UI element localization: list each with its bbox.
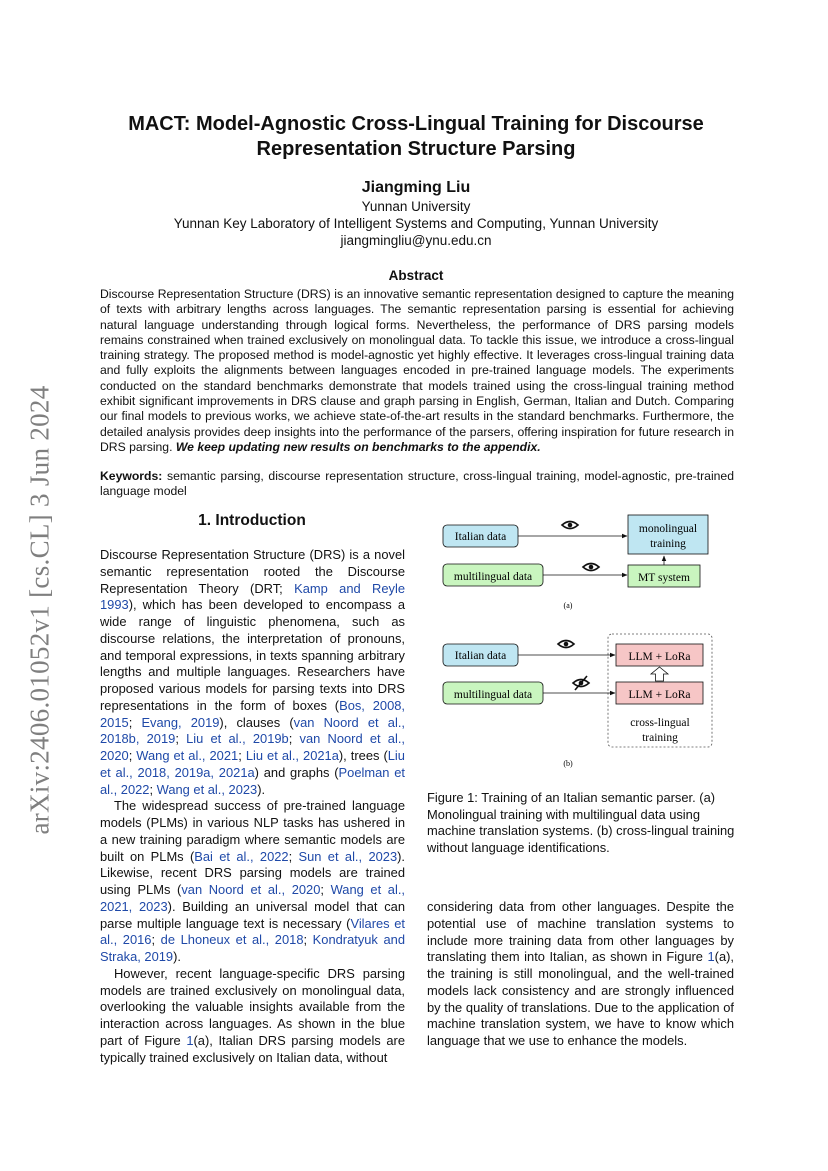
fig-b-multilingual-label: multilingual data (453, 689, 533, 701)
fig-b-italian-label: Italian data (454, 650, 507, 662)
citation-link[interactable]: 1 (707, 949, 715, 965)
abstract-text: Discourse Representation Structure (DRS) is an innovative semantic representation designed to capture the meaning of texts with arbitrary lengths across languages. The semantic representation parsing is essential for achieving natural language understanding through logical forms. Nevertheless, the performance of DRS parsing models remains constrained when trained exclusively on monolingual data. To tackle this issue, we introduce a cross-lingual training strategy. The proposed method is model-agnostic yet highly effective. It leverages cross-lingual training data and fully exploits the alignments between languages encoded in pre-trained language models. The experiments conducted on the standard benchmarks demonstrate that models trained using the cross-lingual training method exhibit significant improvements in DRS clause and graph parsing in English, German, Italian and Dutch. Comparing our final models to previous works, we achieve state-of-the-art results in the standard benchmarks. Furthermore, the detailed analysis provides deep insights into the performance of the parsers, offering inspiration for future research in DRS parsing. (100, 287, 734, 454)
body-text: (a), Italian DRS parsing models are typically trained exclusively on Italian data, without (100, 1032, 405, 1065)
figure-1 (420, 505, 730, 780)
body-text: ; (288, 731, 300, 747)
citation-link[interactable]: 1 (186, 1032, 194, 1048)
fig-a-monolingual-line2: training (650, 538, 686, 550)
fig-a-monolingual-line1: monolingual (638, 523, 698, 535)
keywords-label: Keywords: (100, 469, 163, 483)
body-text: ; (128, 748, 137, 763)
author-block (100, 178, 732, 249)
left-column (100, 547, 405, 1066)
fig-b-sublabel: (b) (563, 759, 573, 768)
fig-a-sublabel: (a) (563, 601, 573, 610)
body-text: ; (128, 714, 142, 730)
body-text: (a), the training is still monolingual, and the well-trained models lack consistency and are strongly influenced by the quality of translations. Due to the application of machine translation system, we have to know which language that we use to enhance the models. (427, 949, 734, 1048)
citation-link[interactable]: Liu et al., 2021a (245, 748, 339, 763)
eye-icon (558, 641, 574, 648)
up-arrow-icon (651, 667, 668, 681)
affiliation-1: Yunnan University (361, 199, 471, 214)
keywords-text: semantic parsing, discourse representation structure, cross-lingual training, model-agnostic, pre-trained language model (100, 469, 734, 499)
body-text: However, recent language-specific DRS parsing models are trained exclusively on monolingual data, overlooking the valuable insights available from the interaction across languages. As shown in the blue part of Figure (100, 965, 405, 1048)
body-text: ; (320, 882, 331, 897)
citation-link[interactable]: Bos, 2008, 2015 (100, 697, 405, 730)
fig-a-multilingual-label: multilingual data (453, 571, 533, 583)
right-column (427, 899, 734, 1050)
body-text: ; (151, 932, 161, 948)
eye-icon (562, 522, 578, 529)
intro-paragraph-1 (100, 547, 405, 798)
citation-link[interactable]: van Noord et al., 2020 (100, 731, 405, 763)
fig-a-italian-label: Italian data (454, 531, 507, 543)
body-text: ). Likewise, recent DRS parsing models are trained using PLMs ( (100, 848, 405, 897)
intro-paragraph-4 (427, 899, 734, 1050)
citation-link[interactable]: van Noord et al., 2018b, 2019 (100, 714, 405, 747)
citation-link[interactable]: Liu et al., 2019b (186, 731, 289, 747)
citation-link[interactable]: van Noord et al., 2020 (181, 882, 321, 897)
body-text: ; (288, 848, 299, 864)
arxiv-identifier-text: arXiv:2406.01052v1 [cs.CL] 3 Jun 2024 (24, 385, 55, 835)
body-text: ; (238, 748, 246, 763)
fig-a-mt-label: MT system (638, 572, 690, 584)
fig-b-cross-lingual-line2: training (642, 732, 678, 744)
body-text: Discourse Representation Structure (DRS) is a novel semantic representation rooted the Discourse Representation Theory (DRT; (100, 547, 405, 596)
eye-slash-icon (573, 676, 589, 690)
body-text: considering data from other languages. Despite the potential use of machine translation systems to include more training data from other languages by translating them into Italian, as shown in Figure (427, 899, 734, 965)
body-text: ). (173, 949, 181, 964)
arxiv-identifier (20, 375, 60, 845)
fig-b-llm-label-bottom: LLM + LoRa (628, 689, 691, 701)
section-heading: 1. Introduction (198, 512, 306, 529)
citation-link[interactable]: de Lhoneux et al., 2018 (160, 932, 304, 948)
citation-link[interactable]: Wang et al., 2023 (156, 781, 258, 797)
body-text: ). (257, 781, 266, 797)
abstract-emphasis: We keep updating new results on benchmarks to the appendix. (175, 439, 541, 454)
citation-link[interactable]: Wang et al., 2021, 2023 (100, 882, 405, 914)
abstract-heading: Abstract (388, 268, 444, 283)
citation-link[interactable]: Kamp and Reyle 1993 (100, 580, 405, 613)
citation-link[interactable]: Wang et al., 2021 (136, 748, 239, 763)
citation-link[interactable]: Vilares et al., 2016 (100, 915, 405, 948)
keywords (100, 469, 734, 500)
fig-b-cross-lingual-line1: cross-lingual (630, 717, 690, 729)
body-text: ) and graphs ( (254, 764, 339, 780)
body-text: ), clauses ( (219, 714, 294, 730)
body-text: ; (149, 781, 157, 797)
body-text: The widespread success of pre-trained language models (PLMs) in various NLP tasks has ushered in a new training paradigm where semantic models are built on PLMs ( (100, 798, 405, 864)
fig-b-llm-label-top: LLM + LoRa (628, 651, 691, 663)
body-text: ). Building an universal model that can parse multiple language text is necessary ( (100, 898, 405, 931)
paper-title: MACT: Model-Agnostic Cross-Lingual Training for Discourse Representation Structure Parsing (128, 113, 704, 160)
citation-link[interactable]: Sun et al., 2023 (298, 848, 398, 864)
citation-link[interactable]: Kondratyuk and Straka, 2019 (100, 932, 405, 964)
body-text: ; (175, 731, 187, 747)
eye-icon (583, 564, 599, 571)
author-name: Jiangming Liu (361, 179, 471, 196)
intro-paragraph-3 (100, 966, 405, 1067)
affiliation-2: Yunnan Key Laboratory of Intelligent Systems and Computing, Yunnan University (173, 216, 659, 231)
citation-link[interactable]: Bai et al., 2022 (194, 848, 289, 864)
citation-link[interactable]: Liu et al., 2018, 2019a, 2021a (100, 748, 405, 780)
abstract-body (100, 287, 734, 455)
author-email[interactable]: jiangmingliu@ynu.edu.cn (340, 233, 492, 248)
intro-paragraph-2 (100, 798, 405, 966)
body-text: ), which has been developed to encompass a wide range of linguistic phenomena, such as discourse relations, the interpretation of pronouns, and temporal expressions, in texts spanning arbitrary lengths and multiple languages. Researchers have proposed various models for parsing texts into DRS representations in the form of boxes ( (100, 597, 405, 713)
figure-caption: Figure 1: Training of an Italian semantic parser. (a) Monolingual training with multilingual data using machine translation systems. (b) cross-lingual training without language identifications. (427, 790, 735, 855)
body-text: ), trees ( (338, 748, 388, 763)
body-text: ; (303, 932, 313, 948)
citation-link[interactable]: Evang, 2019 (141, 714, 220, 730)
citation-link[interactable]: Poelman et al., 2022 (100, 764, 405, 797)
